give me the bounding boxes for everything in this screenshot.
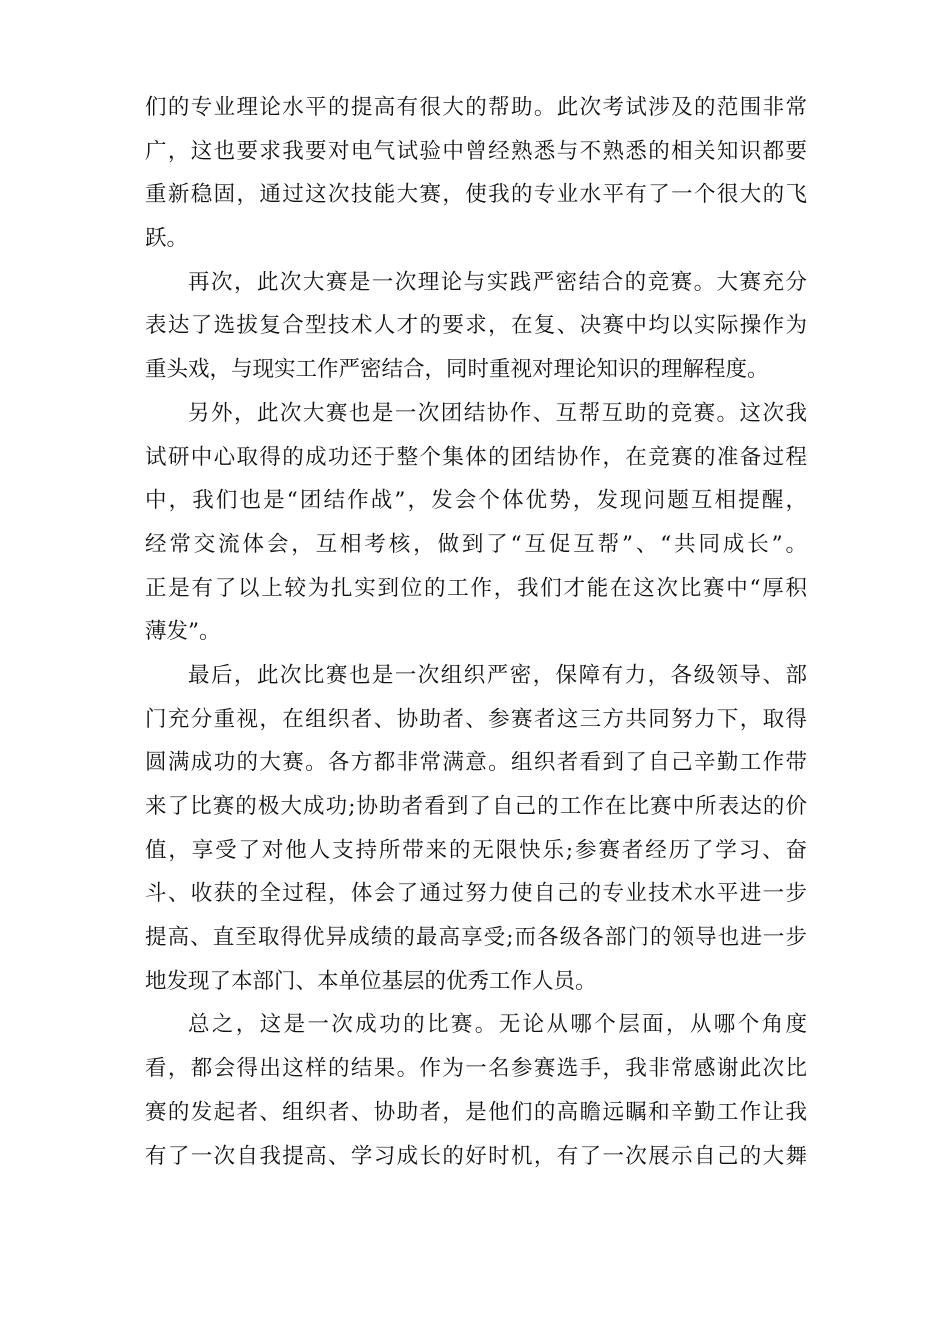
text-line: 薄发”。 [145, 619, 221, 645]
text-line: 试研中心取得的成功还于整个集体的团结协作，在竞赛的准备过程 [145, 444, 807, 470]
text-line: 另外，此次大赛也是一次团结协作、互帮互助的竞赛。这次我 [188, 400, 807, 426]
document-body [145, 86, 807, 1178]
text-line: 总之，这是一次成功的比赛。无论从哪个层面，从哪个角度 [188, 1012, 807, 1038]
text-line: 重头戏，与现实工作严密结合，同时重视对理论知识的理解程度。 [145, 357, 769, 383]
text-line: 正是有了以上较为扎实到位的工作，我们才能在这次比赛中“厚积 [145, 575, 807, 601]
text-line: 地发现了本部门、本单位基层的优秀工作人员。 [145, 968, 597, 994]
text-line: 们的专业理论水平的提高有很大的帮助。此次考试涉及的范围非常 [145, 95, 807, 120]
text-line: 重新稳固，通过这次技能大赛，使我的专业水平有了一个很大的飞 [145, 182, 807, 208]
text-line: 最后，此次比赛也是一次组织严密，保障有力，各级领导、部 [188, 662, 807, 688]
text-line: 来了比赛的极大成功;协助者看到了自己的工作在比赛中所表达的价 [145, 794, 807, 819]
text-line: 门充分重视，在组织者、协助者、参赛者这三方共同努力下，取得 [145, 706, 807, 732]
text-line: 赛的发起者、组织者、协助者，是他们的高瞻远瞩和辛勤工作让我 [145, 1099, 807, 1125]
text-line: 广，这也要求我要对电气试验中曾经熟悉与不熟悉的相关知识都要 [145, 138, 807, 164]
text-line: 圆满成功的大赛。各方都非常满意。组织者看到了自己辛勤工作带 [145, 750, 807, 776]
text-line: 表达了选拔复合型技术人才的要求，在复、决赛中均以实际操作为 [145, 313, 807, 339]
text-line: 中，我们也是“团结作战”，发会个体优势，发现问题互相提醒， [145, 488, 807, 514]
text-line: 值，享受了对他人支持所带来的无限快乐;参赛者经历了学习、奋 [145, 837, 807, 863]
text-line: 有了一次自我提高、学习成长的好时机，有了一次展示自己的大舞 [145, 1143, 807, 1169]
text-line: 经常交流体会，互相考核，做到了“互促互帮”、“共同成长”。 [145, 531, 807, 557]
text-line: 看，都会得出这样的结果。作为一名参赛选手，我非常感谢此次比 [145, 1056, 807, 1082]
text-line: 提高、直至取得优异成绩的最高享受;而各级各部门的领导也进一步 [145, 925, 807, 951]
text-line: 跃。 [145, 226, 189, 252]
text-line: 斗、收获的全过程，体会了通过努力使自己的专业技术水平进一步 [145, 881, 807, 907]
text-line: 再次，此次大赛是一次理论与实践严密结合的竞赛。大赛充分 [188, 269, 807, 295]
